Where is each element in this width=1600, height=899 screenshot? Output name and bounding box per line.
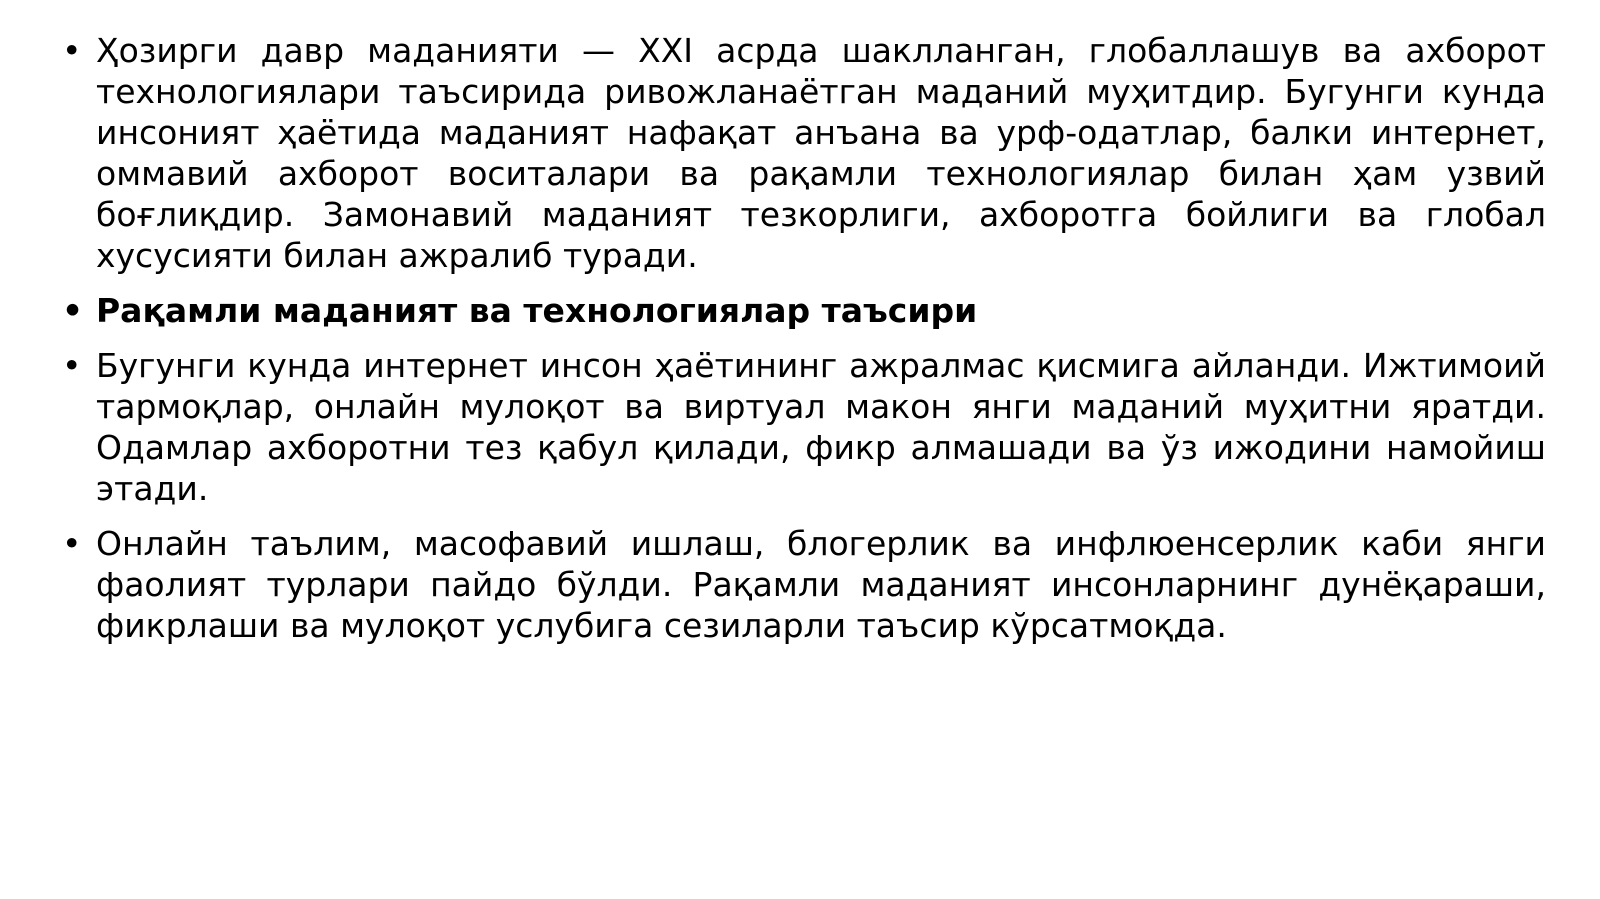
bullet-text: Бугунги кунда интернет инсон ҳаётининг ажралмас қисмига айланди. Ижтимоий тармоқлар, онлайн мулоқот ва виртуал макон янги маданий муҳитни яратди. Одамлар ахборотни тез қабул қилади, фикр алмашади ва ўз ижодини намойиш этади. <box>96 346 1546 508</box>
bullet-text: Ҳозирги давр маданияти — XXI асрда шаклланган, глобаллашув ва ахборот технологиялари таъсирида ривожланаётган маданий муҳитдир. Бугунги кунда инсоният ҳаётида маданият нафақат анъана ва урф-одатлар, балки интернет, оммавий ахборот воситалари ва рақамли технологиялар билан ҳам узвий боғлиқдир. Замонавий маданият тезкорлиги, ахборотга бойлиги ва глобал хусусияти билан ажралиб туради. <box>96 31 1546 275</box>
bullet-dot-icon: • <box>62 524 82 563</box>
bullet-item-heading <box>62 290 1546 331</box>
bullet-item-intro <box>62 30 1546 276</box>
bullet-list <box>62 30 1546 646</box>
section-heading: Рақамли маданият ва технологиялар таъсири <box>96 291 978 330</box>
bullet-dot-icon: • <box>62 346 82 385</box>
bullet-dot-icon: • <box>62 291 84 330</box>
bullet-dot-icon: • <box>62 31 82 70</box>
bullet-item-online <box>62 523 1546 646</box>
bullet-item-internet <box>62 345 1546 509</box>
bullet-text: Онлайн таълим, масофавий ишлаш, блогерлик ва инфлюенсерлик каби янги фаолият турлари пайдо бўлди. Рақамли маданият инсонларнинг дунёқараши, фикрлаши ва мулоқот услубига сезиларли таъсир кўрсатмоқда. <box>96 524 1546 645</box>
